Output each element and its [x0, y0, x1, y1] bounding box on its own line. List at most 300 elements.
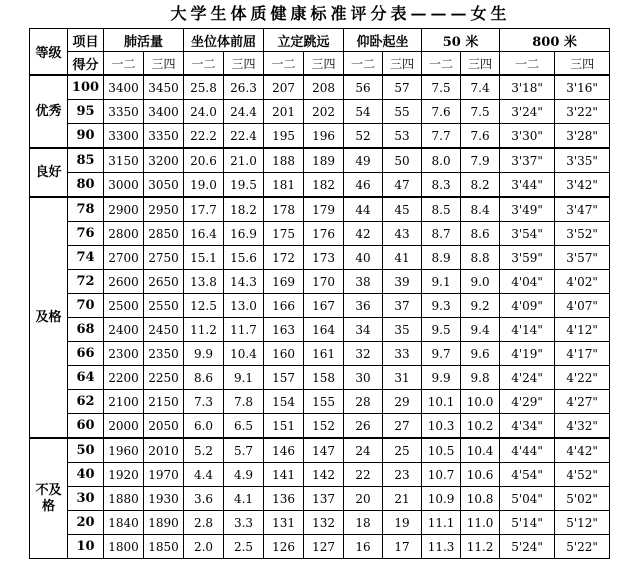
value-cell: 10.2 [461, 414, 500, 439]
value-cell: 202 [304, 100, 344, 124]
value-cell: 4'17" [555, 342, 610, 366]
value-cell: 9.6 [461, 342, 500, 366]
value-cell: 7.8 [224, 390, 264, 414]
value-cell: 4'12" [555, 318, 610, 342]
value-cell: 1840 [104, 511, 144, 535]
value-cell: 4'22" [555, 366, 610, 390]
header-sit-ups: 仰卧起坐 [344, 29, 422, 52]
value-cell: 2550 [144, 294, 184, 318]
value-cell: 47 [383, 173, 422, 198]
table-row [30, 222, 610, 246]
value-cell: 3'35" [555, 148, 610, 173]
value-cell: 173 [304, 246, 344, 270]
value-cell: 52 [344, 124, 383, 149]
value-cell: 3350 [104, 100, 144, 124]
table-row [30, 366, 610, 390]
value-cell: 6.5 [224, 414, 264, 439]
value-cell: 8.6 [184, 366, 224, 390]
table-row [30, 463, 610, 487]
value-cell: 4'14" [500, 318, 555, 342]
value-cell: 35 [383, 318, 422, 342]
value-cell: 176 [304, 222, 344, 246]
value-cell: 10.4 [461, 438, 500, 463]
value-cell: 33 [383, 342, 422, 366]
value-cell: 11.1 [422, 511, 461, 535]
value-cell: 7.6 [461, 124, 500, 149]
header-sub-34: 三四 [461, 52, 500, 76]
score-cell: 100 [68, 75, 104, 100]
header-sub-12: 一二 [184, 52, 224, 76]
score-cell: 64 [68, 366, 104, 390]
score-cell: 90 [68, 124, 104, 149]
header-sub-34: 三四 [555, 52, 610, 76]
value-cell: 188 [264, 148, 304, 173]
value-cell: 3150 [104, 148, 144, 173]
value-cell: 4'44" [500, 438, 555, 463]
value-cell: 10.4 [224, 342, 264, 366]
value-cell: 16 [344, 535, 383, 559]
value-cell: 1920 [104, 463, 144, 487]
value-cell: 5'02" [555, 487, 610, 511]
value-cell: 8.3 [422, 173, 461, 198]
value-cell: 2250 [144, 366, 184, 390]
value-cell: 1970 [144, 463, 184, 487]
header-800m: 800 米 [500, 29, 610, 52]
value-cell: 3'42" [555, 173, 610, 198]
score-cell: 10 [68, 535, 104, 559]
value-cell: 1850 [144, 535, 184, 559]
value-cell: 154 [264, 390, 304, 414]
value-cell: 4'09" [500, 294, 555, 318]
header-row-items [30, 29, 610, 52]
value-cell: 22.2 [184, 124, 224, 149]
table-row [30, 270, 610, 294]
header-sub-12: 一二 [264, 52, 304, 76]
value-cell: 137 [304, 487, 344, 511]
table-row [30, 148, 610, 173]
value-cell: 5.2 [184, 438, 224, 463]
value-cell: 169 [264, 270, 304, 294]
value-cell: 30 [344, 366, 383, 390]
table-row [30, 100, 610, 124]
value-cell: 3300 [104, 124, 144, 149]
value-cell: 5'12" [555, 511, 610, 535]
value-cell: 9.3 [422, 294, 461, 318]
value-cell: 2300 [104, 342, 144, 366]
table-row [30, 342, 610, 366]
value-cell: 2.0 [184, 535, 224, 559]
value-cell: 4'32" [555, 414, 610, 439]
value-cell: 3400 [104, 75, 144, 100]
value-cell: 2600 [104, 270, 144, 294]
value-cell: 164 [304, 318, 344, 342]
table-title: 大学生体质健康标准评分表———女生 [170, 4, 511, 23]
value-cell: 1960 [104, 438, 144, 463]
value-cell: 26.3 [224, 75, 264, 100]
table-row [30, 75, 610, 100]
value-cell: 55 [383, 100, 422, 124]
header-sub-12: 一二 [422, 52, 461, 76]
header-sub-34: 三四 [144, 52, 184, 76]
value-cell: 21.0 [224, 148, 264, 173]
table-row [30, 535, 610, 559]
value-cell: 2200 [104, 366, 144, 390]
value-cell: 4'29" [500, 390, 555, 414]
table-row [30, 511, 610, 535]
table-row [30, 318, 610, 342]
header-sub-34: 三四 [383, 52, 422, 76]
value-cell: 44 [344, 197, 383, 222]
score-cell: 76 [68, 222, 104, 246]
value-cell: 10.8 [461, 487, 500, 511]
value-cell: 20.6 [184, 148, 224, 173]
value-cell: 4'27" [555, 390, 610, 414]
value-cell: 37 [383, 294, 422, 318]
table-row [30, 124, 610, 149]
value-cell: 3'37" [500, 148, 555, 173]
header-vital-capacity: 肺活量 [104, 29, 184, 52]
value-cell: 18.2 [224, 197, 264, 222]
value-cell: 13.0 [224, 294, 264, 318]
value-cell: 54 [344, 100, 383, 124]
value-cell: 21 [383, 487, 422, 511]
value-cell: 126 [264, 535, 304, 559]
value-cell: 3.3 [224, 511, 264, 535]
score-cell: 72 [68, 270, 104, 294]
value-cell: 7.5 [461, 100, 500, 124]
value-cell: 8.7 [422, 222, 461, 246]
value-cell: 179 [304, 197, 344, 222]
value-cell: 10.7 [422, 463, 461, 487]
value-cell: 11.7 [224, 318, 264, 342]
value-cell: 9.1 [422, 270, 461, 294]
value-cell: 161 [304, 342, 344, 366]
table-body [30, 75, 610, 559]
score-cell: 30 [68, 487, 104, 511]
value-cell: 2750 [144, 246, 184, 270]
value-cell: 4'24" [500, 366, 555, 390]
value-cell: 2150 [144, 390, 184, 414]
value-cell: 3'52" [555, 222, 610, 246]
value-cell: 10.9 [422, 487, 461, 511]
value-cell: 9.4 [461, 318, 500, 342]
value-cell: 2010 [144, 438, 184, 463]
value-cell: 3'54" [500, 222, 555, 246]
value-cell: 131 [264, 511, 304, 535]
value-cell: 3000 [104, 173, 144, 198]
value-cell: 5'14" [500, 511, 555, 535]
value-cell: 2450 [144, 318, 184, 342]
value-cell: 8.8 [461, 246, 500, 270]
value-cell: 2700 [104, 246, 144, 270]
grade-label: 及格 [30, 197, 68, 438]
value-cell: 207 [264, 75, 304, 100]
value-cell: 3'47" [555, 197, 610, 222]
value-cell: 7.6 [422, 100, 461, 124]
value-cell: 7.4 [461, 75, 500, 100]
value-cell: 10.5 [422, 438, 461, 463]
value-cell: 158 [304, 366, 344, 390]
value-cell: 19.0 [184, 173, 224, 198]
value-cell: 147 [304, 438, 344, 463]
value-cell: 4'07" [555, 294, 610, 318]
value-cell: 3'18" [500, 75, 555, 100]
value-cell: 3'24" [500, 100, 555, 124]
value-cell: 8.6 [461, 222, 500, 246]
header-row-grades [30, 52, 610, 76]
value-cell: 4'02" [555, 270, 610, 294]
value-cell: 1930 [144, 487, 184, 511]
value-cell: 2050 [144, 414, 184, 439]
header-sub-12: 一二 [500, 52, 555, 76]
table-row [30, 414, 610, 439]
value-cell: 201 [264, 100, 304, 124]
value-cell: 4'34" [500, 414, 555, 439]
value-cell: 10.3 [422, 414, 461, 439]
header-sub-12: 一二 [104, 52, 144, 76]
value-cell: 31 [383, 366, 422, 390]
value-cell: 2800 [104, 222, 144, 246]
value-cell: 8.0 [422, 148, 461, 173]
value-cell: 208 [304, 75, 344, 100]
table-row [30, 246, 610, 270]
value-cell: 46 [344, 173, 383, 198]
value-cell: 11.0 [461, 511, 500, 535]
value-cell: 53 [383, 124, 422, 149]
header-grade: 等级 [30, 29, 68, 76]
value-cell: 2.8 [184, 511, 224, 535]
value-cell: 178 [264, 197, 304, 222]
value-cell: 9.8 [461, 366, 500, 390]
table-row [30, 294, 610, 318]
value-cell: 181 [264, 173, 304, 198]
value-cell: 196 [304, 124, 344, 149]
value-cell: 22.4 [224, 124, 264, 149]
value-cell: 39 [383, 270, 422, 294]
value-cell: 170 [304, 270, 344, 294]
value-cell: 2000 [104, 414, 144, 439]
value-cell: 3'28" [555, 124, 610, 149]
header-sub-34: 三四 [304, 52, 344, 76]
value-cell: 24.0 [184, 100, 224, 124]
value-cell: 14.3 [224, 270, 264, 294]
grade-label: 不及格 [30, 438, 68, 559]
value-cell: 2400 [104, 318, 144, 342]
value-cell: 19 [383, 511, 422, 535]
value-cell: 166 [264, 294, 304, 318]
value-cell: 9.0 [461, 270, 500, 294]
value-cell: 5'24" [500, 535, 555, 559]
value-cell: 26 [344, 414, 383, 439]
value-cell: 172 [264, 246, 304, 270]
value-cell: 17 [383, 535, 422, 559]
table-row [30, 390, 610, 414]
header-item: 项目 [68, 29, 104, 52]
value-cell: 167 [304, 294, 344, 318]
score-cell: 70 [68, 294, 104, 318]
value-cell: 2850 [144, 222, 184, 246]
value-cell: 4'42" [555, 438, 610, 463]
value-cell: 16.4 [184, 222, 224, 246]
score-cell: 20 [68, 511, 104, 535]
value-cell: 57 [383, 75, 422, 100]
value-cell: 28 [344, 390, 383, 414]
value-cell: 4.1 [224, 487, 264, 511]
score-cell: 74 [68, 246, 104, 270]
value-cell: 157 [264, 366, 304, 390]
value-cell: 8.2 [461, 173, 500, 198]
value-cell: 49 [344, 148, 383, 173]
value-cell: 3450 [144, 75, 184, 100]
value-cell: 50 [383, 148, 422, 173]
value-cell: 24.4 [224, 100, 264, 124]
value-cell: 7.3 [184, 390, 224, 414]
value-cell: 34 [344, 318, 383, 342]
value-cell: 3.6 [184, 487, 224, 511]
value-cell: 2900 [104, 197, 144, 222]
value-cell: 3'30" [500, 124, 555, 149]
value-cell: 3'57" [555, 246, 610, 270]
value-cell: 4'04" [500, 270, 555, 294]
value-cell: 6.0 [184, 414, 224, 439]
value-cell: 36 [344, 294, 383, 318]
value-cell: 25 [383, 438, 422, 463]
value-cell: 2100 [104, 390, 144, 414]
value-cell: 8.9 [422, 246, 461, 270]
value-cell: 9.9 [184, 342, 224, 366]
value-cell: 11.2 [184, 318, 224, 342]
value-cell: 15.1 [184, 246, 224, 270]
value-cell: 182 [304, 173, 344, 198]
value-cell: 132 [304, 511, 344, 535]
header-standing-long-jump: 立定跳远 [264, 29, 344, 52]
score-cell: 40 [68, 463, 104, 487]
value-cell: 2.5 [224, 535, 264, 559]
value-cell: 5.7 [224, 438, 264, 463]
value-cell: 5'04" [500, 487, 555, 511]
score-cell: 60 [68, 414, 104, 439]
value-cell: 9.7 [422, 342, 461, 366]
value-cell: 7.7 [422, 124, 461, 149]
value-cell: 20 [344, 487, 383, 511]
value-cell: 189 [304, 148, 344, 173]
value-cell: 127 [304, 535, 344, 559]
value-cell: 10.0 [461, 390, 500, 414]
value-cell: 9.9 [422, 366, 461, 390]
header-50m: 50 米 [422, 29, 500, 52]
value-cell: 45 [383, 197, 422, 222]
value-cell: 9.2 [461, 294, 500, 318]
value-cell: 15.6 [224, 246, 264, 270]
value-cell: 56 [344, 75, 383, 100]
score-cell: 66 [68, 342, 104, 366]
value-cell: 3050 [144, 173, 184, 198]
table-row [30, 197, 610, 222]
value-cell: 3'59" [500, 246, 555, 270]
value-cell: 160 [264, 342, 304, 366]
header-sub-12: 一二 [344, 52, 383, 76]
value-cell: 18 [344, 511, 383, 535]
value-cell: 10.6 [461, 463, 500, 487]
value-cell: 2650 [144, 270, 184, 294]
value-cell: 17.7 [184, 197, 224, 222]
header-sit-and-reach: 坐位体前屈 [184, 29, 264, 52]
value-cell: 4'54" [500, 463, 555, 487]
value-cell: 23 [383, 463, 422, 487]
value-cell: 163 [264, 318, 304, 342]
value-cell: 11.3 [422, 535, 461, 559]
value-cell: 1800 [104, 535, 144, 559]
value-cell: 195 [264, 124, 304, 149]
value-cell: 2500 [104, 294, 144, 318]
value-cell: 155 [304, 390, 344, 414]
value-cell: 141 [264, 463, 304, 487]
value-cell: 175 [264, 222, 304, 246]
value-cell: 3'22" [555, 100, 610, 124]
value-cell: 9.1 [224, 366, 264, 390]
fitness-score-table [29, 28, 610, 559]
value-cell: 152 [304, 414, 344, 439]
value-cell: 3'49" [500, 197, 555, 222]
score-cell: 78 [68, 197, 104, 222]
score-cell: 85 [68, 148, 104, 173]
value-cell: 43 [383, 222, 422, 246]
value-cell: 5'22" [555, 535, 610, 559]
value-cell: 25.8 [184, 75, 224, 100]
value-cell: 4'52" [555, 463, 610, 487]
value-cell: 3350 [144, 124, 184, 149]
value-cell: 151 [264, 414, 304, 439]
value-cell: 7.5 [422, 75, 461, 100]
value-cell: 4.9 [224, 463, 264, 487]
value-cell: 136 [264, 487, 304, 511]
score-cell: 80 [68, 173, 104, 198]
value-cell: 12.5 [184, 294, 224, 318]
value-cell: 142 [304, 463, 344, 487]
value-cell: 4.4 [184, 463, 224, 487]
header-score: 得分 [68, 52, 104, 76]
value-cell: 40 [344, 246, 383, 270]
score-cell: 62 [68, 390, 104, 414]
value-cell: 10.1 [422, 390, 461, 414]
grade-label: 优秀 [30, 75, 68, 148]
value-cell: 8.4 [461, 197, 500, 222]
value-cell: 29 [383, 390, 422, 414]
value-cell: 7.9 [461, 148, 500, 173]
value-cell: 3'16" [555, 75, 610, 100]
value-cell: 4'19" [500, 342, 555, 366]
value-cell: 27 [383, 414, 422, 439]
grade-label: 良好 [30, 148, 68, 197]
value-cell: 1890 [144, 511, 184, 535]
value-cell: 9.5 [422, 318, 461, 342]
value-cell: 32 [344, 342, 383, 366]
table-row [30, 487, 610, 511]
value-cell: 19.5 [224, 173, 264, 198]
value-cell: 38 [344, 270, 383, 294]
value-cell: 2950 [144, 197, 184, 222]
value-cell: 41 [383, 246, 422, 270]
value-cell: 3400 [144, 100, 184, 124]
header-sub-34: 三四 [224, 52, 264, 76]
value-cell: 24 [344, 438, 383, 463]
value-cell: 3'44" [500, 173, 555, 198]
score-cell: 68 [68, 318, 104, 342]
value-cell: 13.8 [184, 270, 224, 294]
value-cell: 2350 [144, 342, 184, 366]
value-cell: 3200 [144, 148, 184, 173]
table-row [30, 173, 610, 198]
